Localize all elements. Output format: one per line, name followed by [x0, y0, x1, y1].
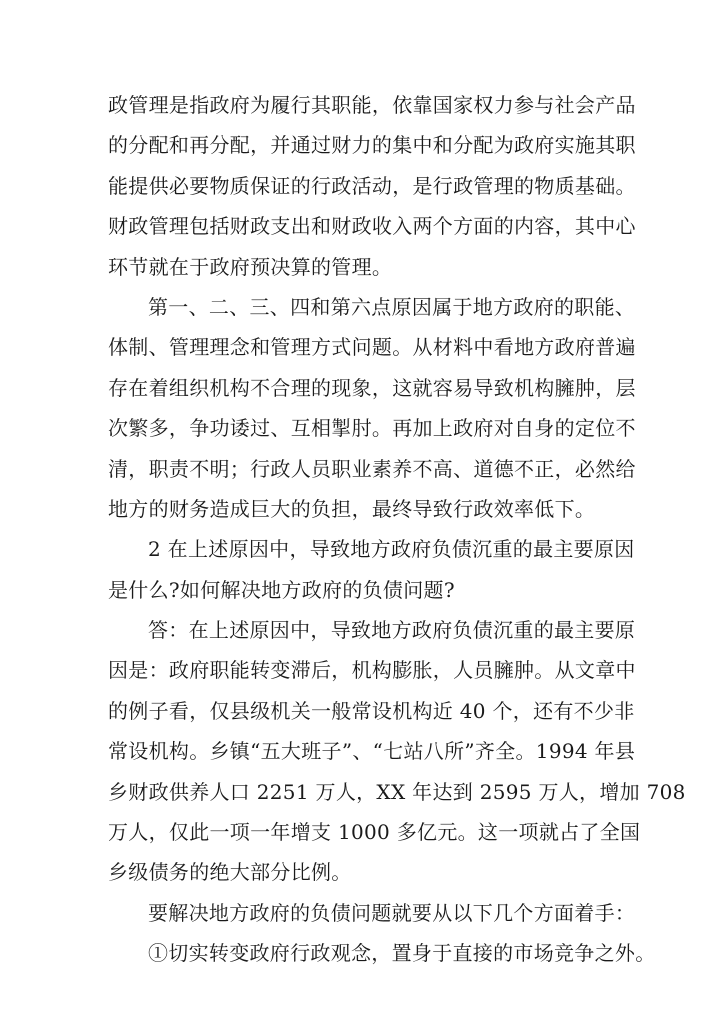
answer-line: 乡级债务的绝大部分比例。	[108, 860, 352, 885]
paragraph-line: 财政管理包括财政支出和财政收入两个方面的内容，其中心	[108, 214, 636, 239]
paragraph-line: 能提供必要物质保证的行政活动，是行政管理的物质基础。	[108, 173, 636, 198]
paragraph-line: 清，职责不明；行政人员职业素养不高、道德不正，必然给	[108, 456, 636, 481]
paragraph-line: 体制、管理理念和管理方式问题。从材料中看地方政府普遍	[108, 335, 636, 360]
list-item-line: ①切实转变政府行政观念，置身于直接的市场竞争之外。	[148, 941, 656, 966]
paragraph-line: 的分配和再分配，并通过财力的集中和分配为政府实施其职	[108, 133, 636, 158]
answer-line: 因是：政府职能转变滞后，机构膨胀，人员臃肿。从文章中	[108, 658, 636, 683]
answer-line: 乡财政供养人口 2251 万人，XX 年达到 2595 万人，增加 708	[108, 779, 686, 804]
paragraph-line: 存在着组织机构不合理的现象，这就容易导致机构臃肿，层	[108, 375, 636, 400]
answer-line: 的例子看，仅县级机关一般常设机构近 40 个，还有不少非	[108, 698, 635, 723]
question-line: 2 在上述原因中，导致地方政府负债沉重的最主要原因	[148, 537, 635, 562]
paragraph-line: 次繁多，争功诿过、互相掣肘。再加上政府对自身的定位不	[108, 416, 636, 441]
paragraph-line: 地方的财务造成巨大的负担，最终导致行政效率低下。	[108, 496, 596, 521]
paragraph-line: 第一、二、三、四和第六点原因属于地方政府的职能、	[148, 294, 636, 319]
paragraph-line: 政管理是指政府为履行其职能，依靠国家权力参与社会产品	[108, 93, 636, 117]
paragraph-line: 环节就在于政府预决算的管理。	[108, 254, 393, 279]
question-line: 是什么?如何解决地方政府的负债问题?	[108, 577, 455, 602]
document-body	[108, 85, 686, 974]
answer-line: 答：在上述原因中，导致地方政府负债沉重的最主要原	[148, 618, 636, 643]
paragraph-line: 要解决地方政府的负债问题就要从以下几个方面着手：	[148, 900, 636, 925]
answer-line: 常设机构。乡镇“五大班子”、“七站八所”齐全。1994 年县	[108, 739, 636, 764]
answer-line: 万人，仅此一项一年增支 1000 多亿元。这一项就占了全国	[108, 820, 641, 845]
